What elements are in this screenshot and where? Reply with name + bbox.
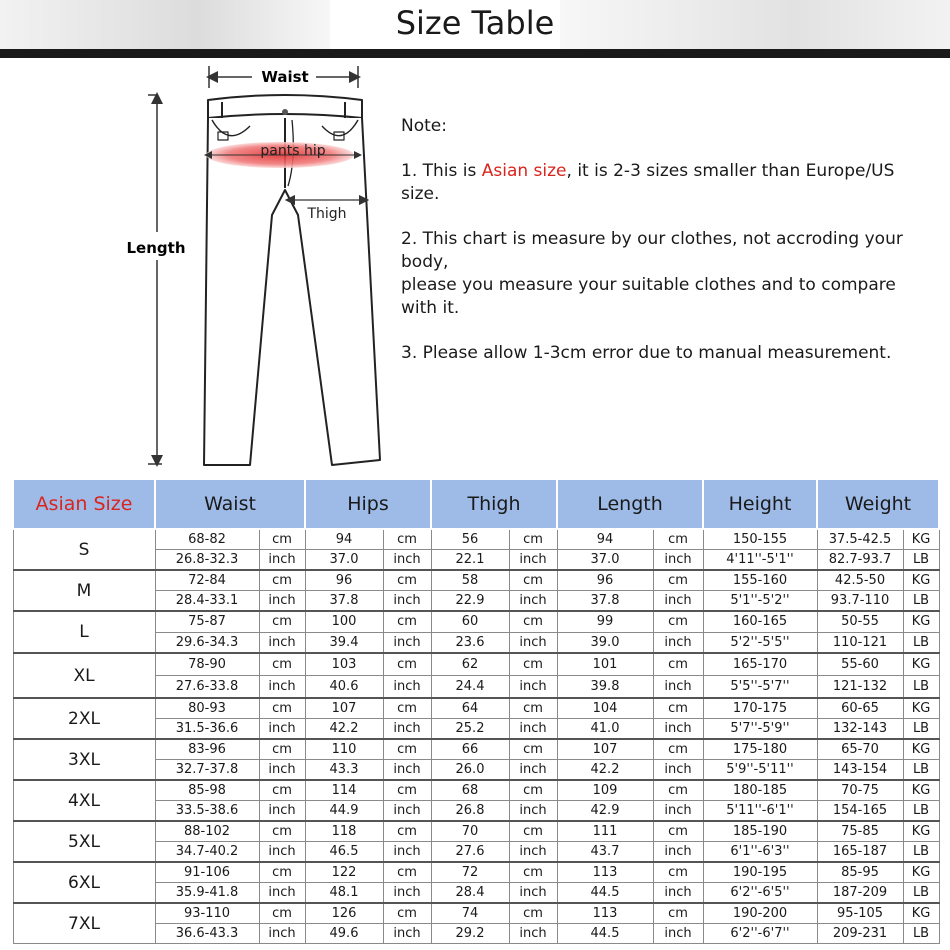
- table-cell: 93-110: [155, 903, 259, 924]
- header-height: Height: [703, 479, 817, 529]
- table-cell: cm: [383, 739, 431, 760]
- table-cell: 94: [557, 529, 653, 550]
- table-cell: cm: [653, 821, 703, 842]
- table-cell: 44.5: [557, 924, 653, 944]
- table-cell: 110-121: [817, 632, 903, 653]
- table-cell: 23.6: [431, 632, 509, 653]
- size-cell: L: [13, 611, 155, 653]
- table-cell: cm: [259, 903, 305, 924]
- table-cell: 101: [557, 653, 653, 675]
- table-cell: inch: [259, 591, 305, 612]
- table-cell: inch: [383, 842, 431, 863]
- table-cell: 180-185: [703, 780, 817, 801]
- table-cell: 100: [305, 611, 383, 632]
- table-cell: 27.6-33.8: [155, 675, 259, 698]
- header-weight: Weight: [817, 479, 939, 529]
- table-cell: 132-143: [817, 719, 903, 740]
- table-cell: 93.7-110: [817, 591, 903, 612]
- table-cell: 43.3: [305, 760, 383, 781]
- table-cell: inch: [383, 924, 431, 944]
- table-cell: cm: [509, 653, 557, 675]
- table-cell: 36.6-43.3: [155, 924, 259, 944]
- table-cell: inch: [653, 719, 703, 740]
- table-cell: cm: [509, 698, 557, 719]
- size-cell: 3XL: [13, 739, 155, 780]
- table-cell: 44.5: [557, 883, 653, 904]
- table-cell: 37.5-42.5: [817, 529, 903, 550]
- table-cell: LB: [903, 924, 939, 944]
- table-header-row: [13, 479, 939, 529]
- table-row-cm: [13, 698, 939, 719]
- table-cell: 37.0: [305, 550, 383, 571]
- table-cell: cm: [653, 529, 703, 550]
- table-cell: inch: [383, 760, 431, 781]
- table-cell: cm: [259, 821, 305, 842]
- table-cell: LB: [903, 760, 939, 781]
- table-cell: inch: [259, 719, 305, 740]
- table-cell: 143-154: [817, 760, 903, 781]
- table-cell: cm: [383, 903, 431, 924]
- table-cell: inch: [259, 760, 305, 781]
- table-cell: 44.9: [305, 801, 383, 822]
- table-cell: cm: [653, 570, 703, 591]
- table-cell: inch: [259, 675, 305, 698]
- table-cell: 113: [557, 862, 653, 883]
- table-cell: 50-55: [817, 611, 903, 632]
- size-cell: 5XL: [13, 821, 155, 862]
- table-cell: 107: [557, 739, 653, 760]
- table-cell: inch: [259, 842, 305, 863]
- table-cell: LB: [903, 842, 939, 863]
- table-cell: 5'7''-5'9'': [703, 719, 817, 740]
- table-cell: cm: [653, 653, 703, 675]
- table-cell: 121-132: [817, 675, 903, 698]
- table-cell: cm: [509, 780, 557, 801]
- note-1-highlight: Asian size: [481, 161, 567, 181]
- table-cell: 60-65: [817, 698, 903, 719]
- table-cell: inch: [653, 760, 703, 781]
- table-cell: inch: [509, 591, 557, 612]
- table-cell: 28.4-33.1: [155, 591, 259, 612]
- table-cell: 32.7-37.8: [155, 760, 259, 781]
- table-cell: inch: [383, 675, 431, 698]
- table-cell: KG: [903, 698, 939, 719]
- table-cell: 26.8-32.3: [155, 550, 259, 571]
- table-cell: cm: [383, 611, 431, 632]
- table-cell: 66: [431, 739, 509, 760]
- table-cell: cm: [509, 903, 557, 924]
- table-cell: 165-170: [703, 653, 817, 675]
- size-cell: XL: [13, 653, 155, 698]
- hip-label: pants hip: [260, 143, 326, 159]
- table-row-cm: [13, 780, 939, 801]
- table-cell: 96: [305, 570, 383, 591]
- table-cell: cm: [383, 780, 431, 801]
- table-cell: inch: [259, 632, 305, 653]
- table-cell: 68-82: [155, 529, 259, 550]
- table-cell: inch: [509, 719, 557, 740]
- table-cell: LB: [903, 632, 939, 653]
- table-cell: 40.6: [305, 675, 383, 698]
- table-cell: cm: [509, 570, 557, 591]
- page-title: Size Table: [395, 4, 555, 42]
- table-cell: 68: [431, 780, 509, 801]
- table-cell: inch: [509, 632, 557, 653]
- table-cell: 187-209: [817, 883, 903, 904]
- table-cell: 190-200: [703, 903, 817, 924]
- note-2-line-2: please you measure your suitable clothes and to compare with it.: [401, 275, 896, 318]
- table-cell: 5'5''-5'7'': [703, 675, 817, 698]
- table-cell: cm: [653, 611, 703, 632]
- table-row-cm: [13, 903, 939, 924]
- table-cell: 56: [431, 529, 509, 550]
- table-cell: 111: [557, 821, 653, 842]
- table-cell: 31.5-36.6: [155, 719, 259, 740]
- table-cell: cm: [509, 739, 557, 760]
- table-cell: 5'1''-5'2'': [703, 591, 817, 612]
- table-cell: 37.8: [305, 591, 383, 612]
- table-cell: KG: [903, 611, 939, 632]
- table-cell: 5'11''-6'1'': [703, 801, 817, 822]
- table-cell: 80-93: [155, 698, 259, 719]
- table-cell: inch: [509, 801, 557, 822]
- table-cell: inch: [509, 924, 557, 944]
- table-cell: 94: [305, 529, 383, 550]
- table-cell: KG: [903, 529, 939, 550]
- note-1-suffix: , it is 2-3 sizes smaller than Europe/US size.: [401, 161, 895, 204]
- header: [0, 0, 950, 58]
- table-cell: LB: [903, 719, 939, 740]
- thigh-label: Thigh: [307, 206, 347, 222]
- table-cell: cm: [509, 529, 557, 550]
- table-cell: 60: [431, 611, 509, 632]
- table-cell: KG: [903, 780, 939, 801]
- table-cell: cm: [383, 862, 431, 883]
- table-cell: 39.4: [305, 632, 383, 653]
- table-cell: 48.1: [305, 883, 383, 904]
- table-cell: KG: [903, 903, 939, 924]
- header-asian-size: Asian Size: [13, 479, 155, 529]
- table-cell: inch: [653, 550, 703, 571]
- table-cell: 55-60: [817, 653, 903, 675]
- table-row-cm: [13, 653, 939, 675]
- table-cell: 41.0: [557, 719, 653, 740]
- table-cell: 29.6-34.3: [155, 632, 259, 653]
- table-cell: inch: [653, 591, 703, 612]
- table-cell: cm: [383, 529, 431, 550]
- table-cell: cm: [653, 739, 703, 760]
- table-cell: 107: [305, 698, 383, 719]
- note-1: [401, 160, 921, 206]
- table-cell: 85-98: [155, 780, 259, 801]
- table-cell: 37.8: [557, 591, 653, 612]
- header-thigh: Thigh: [431, 479, 557, 529]
- table-cell: 109: [557, 780, 653, 801]
- table-cell: KG: [903, 653, 939, 675]
- table-cell: 5'9''-5'11'': [703, 760, 817, 781]
- table-cell: inch: [653, 842, 703, 863]
- note-1-prefix: 1. This is: [401, 161, 482, 181]
- table-cell: cm: [259, 698, 305, 719]
- table-cell: 72: [431, 862, 509, 883]
- table-row-cm: [13, 739, 939, 760]
- table-cell: 83-96: [155, 739, 259, 760]
- size-cell: M: [13, 570, 155, 611]
- pants-diagram: [100, 60, 400, 470]
- table-cell: inch: [259, 924, 305, 944]
- table-cell: 103: [305, 653, 383, 675]
- table-cell: 155-160: [703, 570, 817, 591]
- table-row-cm: [13, 570, 939, 591]
- table-cell: cm: [259, 570, 305, 591]
- table-cell: 126: [305, 903, 383, 924]
- table-cell: 75-85: [817, 821, 903, 842]
- table-cell: 88-102: [155, 821, 259, 842]
- table-cell: 33.5-38.6: [155, 801, 259, 822]
- note-2-line-1: 2. This chart is measure by our clothes, not accroding your body,: [401, 229, 903, 272]
- size-cell: 6XL: [13, 862, 155, 903]
- table-cell: cm: [259, 529, 305, 550]
- table-cell: 39.8: [557, 675, 653, 698]
- table-row-cm: [13, 529, 939, 550]
- table-cell: inch: [383, 632, 431, 653]
- table-cell: 37.0: [557, 550, 653, 571]
- table-cell: 113: [557, 903, 653, 924]
- table-cell: 70-75: [817, 780, 903, 801]
- table-cell: inch: [653, 632, 703, 653]
- notes-section: [401, 115, 921, 387]
- table-cell: LB: [903, 675, 939, 698]
- table-row-cm: [13, 862, 939, 883]
- table-cell: 22.9: [431, 591, 509, 612]
- table-cell: 26.0: [431, 760, 509, 781]
- table-cell: 65-70: [817, 739, 903, 760]
- table-cell: cm: [509, 862, 557, 883]
- table-cell: 42.5-50: [817, 570, 903, 591]
- table-cell: 96: [557, 570, 653, 591]
- table-cell: 122: [305, 862, 383, 883]
- table-cell: cm: [509, 821, 557, 842]
- table-cell: 26.8: [431, 801, 509, 822]
- table-cell: 190-195: [703, 862, 817, 883]
- table-cell: 118: [305, 821, 383, 842]
- table-cell: 6'2''-6'5'': [703, 883, 817, 904]
- table-cell: inch: [259, 883, 305, 904]
- size-cell: 4XL: [13, 780, 155, 821]
- table-cell: inch: [383, 801, 431, 822]
- table-cell: 34.7-40.2: [155, 842, 259, 863]
- table-cell: cm: [259, 780, 305, 801]
- table-cell: 95-105: [817, 903, 903, 924]
- table-cell: cm: [259, 653, 305, 675]
- table-cell: 170-175: [703, 698, 817, 719]
- table-cell: inch: [383, 883, 431, 904]
- table-cell: inch: [509, 883, 557, 904]
- table-cell: KG: [903, 862, 939, 883]
- notes-heading: Note:: [401, 116, 447, 136]
- table-cell: inch: [653, 675, 703, 698]
- table-cell: inch: [509, 675, 557, 698]
- table-cell: 43.7: [557, 842, 653, 863]
- button-icon: [282, 109, 288, 115]
- table-cell: 22.1: [431, 550, 509, 571]
- table-cell: inch: [259, 801, 305, 822]
- note-2: [401, 228, 921, 320]
- table-cell: 154-165: [817, 801, 903, 822]
- header-hips: Hips: [305, 479, 431, 529]
- table-row-cm: [13, 821, 939, 842]
- size-table: [12, 478, 940, 944]
- table-cell: 42.2: [557, 760, 653, 781]
- table-cell: LB: [903, 883, 939, 904]
- table-cell: 42.9: [557, 801, 653, 822]
- table-cell: cm: [383, 570, 431, 591]
- table-cell: inch: [383, 550, 431, 571]
- table-cell: 62: [431, 653, 509, 675]
- table-cell: 75-87: [155, 611, 259, 632]
- table-cell: 24.4: [431, 675, 509, 698]
- table-cell: 6'2''-6'7'': [703, 924, 817, 944]
- table-cell: 114: [305, 780, 383, 801]
- table-cell: 150-155: [703, 529, 817, 550]
- table-cell: 25.2: [431, 719, 509, 740]
- table-cell: inch: [509, 760, 557, 781]
- table-cell: 49.6: [305, 924, 383, 944]
- table-cell: 29.2: [431, 924, 509, 944]
- table-cell: 110: [305, 739, 383, 760]
- table-cell: inch: [383, 719, 431, 740]
- length-label: Length: [126, 239, 186, 257]
- table-cell: 185-190: [703, 821, 817, 842]
- table-cell: cm: [259, 739, 305, 760]
- table-cell: cm: [259, 611, 305, 632]
- table-cell: inch: [509, 842, 557, 863]
- table-cell: cm: [383, 698, 431, 719]
- table-cell: inch: [653, 801, 703, 822]
- table-cell: cm: [383, 653, 431, 675]
- table-cell: cm: [509, 611, 557, 632]
- table-cell: KG: [903, 570, 939, 591]
- table-cell: 46.5: [305, 842, 383, 863]
- table-cell: 27.6: [431, 842, 509, 863]
- table-cell: inch: [509, 550, 557, 571]
- table-cell: inch: [383, 591, 431, 612]
- table-cell: 4'11''-5'1'': [703, 550, 817, 571]
- table-cell: KG: [903, 821, 939, 842]
- size-cell: 2XL: [13, 698, 155, 739]
- table-cell: 165-187: [817, 842, 903, 863]
- table-cell: 28.4: [431, 883, 509, 904]
- table-cell: 35.9-41.8: [155, 883, 259, 904]
- header-waist: Waist: [155, 479, 305, 529]
- table-cell: 72-84: [155, 570, 259, 591]
- size-cell: 7XL: [13, 903, 155, 944]
- table-cell: inch: [653, 883, 703, 904]
- table-cell: 42.2: [305, 719, 383, 740]
- waist-label: Waist: [261, 68, 309, 86]
- table-row-cm: [13, 611, 939, 632]
- table-cell: 99: [557, 611, 653, 632]
- note-3: 3. Please allow 1-3cm error due to manual measurement.: [401, 343, 892, 363]
- table-cell: 82.7-93.7: [817, 550, 903, 571]
- table-cell: 74: [431, 903, 509, 924]
- table-cell: 70: [431, 821, 509, 842]
- size-cell: S: [13, 529, 155, 570]
- table-cell: cm: [259, 862, 305, 883]
- header-length: Length: [557, 479, 703, 529]
- table-cell: 91-106: [155, 862, 259, 883]
- table-cell: cm: [653, 698, 703, 719]
- table-cell: 58: [431, 570, 509, 591]
- table-cell: LB: [903, 550, 939, 571]
- table-cell: 64: [431, 698, 509, 719]
- table-cell: cm: [653, 862, 703, 883]
- table-cell: 209-231: [817, 924, 903, 944]
- table-cell: 160-165: [703, 611, 817, 632]
- table-cell: cm: [383, 821, 431, 842]
- table-cell: cm: [653, 780, 703, 801]
- table-cell: 78-90: [155, 653, 259, 675]
- table-cell: 6'1''-6'3'': [703, 842, 817, 863]
- table-cell: LB: [903, 591, 939, 612]
- table-cell: LB: [903, 801, 939, 822]
- table-cell: inch: [653, 924, 703, 944]
- table-cell: cm: [653, 903, 703, 924]
- length-arrow: [148, 95, 162, 464]
- table-body: [13, 529, 939, 944]
- table-cell: 85-95: [817, 862, 903, 883]
- table-cell: 39.0: [557, 632, 653, 653]
- table-cell: inch: [259, 550, 305, 571]
- table-cell: 5'2''-5'5'': [703, 632, 817, 653]
- table-cell: 175-180: [703, 739, 817, 760]
- table-cell: 104: [557, 698, 653, 719]
- header-underline: [0, 49, 950, 58]
- table-cell: KG: [903, 739, 939, 760]
